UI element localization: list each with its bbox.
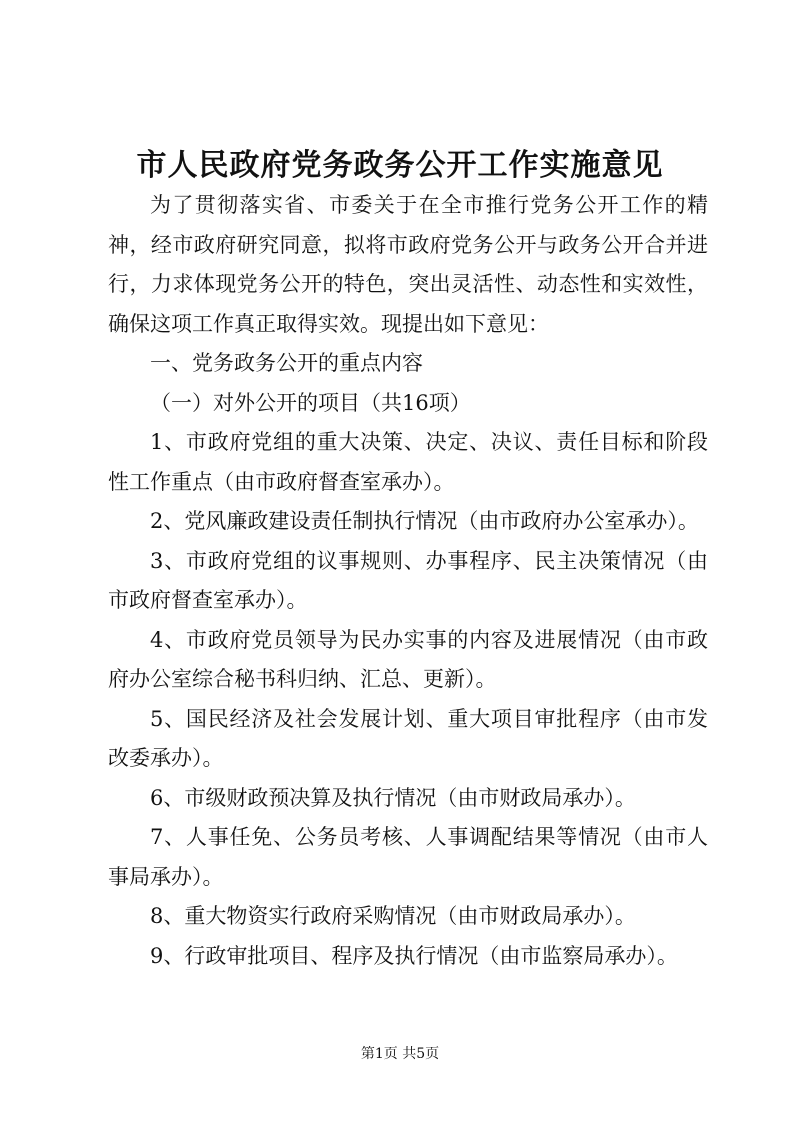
document-body	[108, 186, 708, 976]
list-item: 6、市级财政预决算及执行情况（由市财政局承办）。	[150, 785, 636, 810]
subsection-heading: （一）对外公开的项目（共16项）	[150, 390, 471, 415]
list-item: 2、党风廉政建设责任制执行情况（由市政府办公室承办）。	[150, 509, 699, 533]
list-item: 3、市政府党组的议事规则、办事程序、民主决策情况（由市政府督查室承办）。	[108, 548, 708, 612]
paragraph-intro: 为了贯彻落实省、市委关于在全市推行党务公开工作的精神，经市政府研究同意，拟将市政府党务公开与政务公开合并进行，力求体现党务公开的特色，突出灵活性、动态性和实效性，确保这项工作真正取得实效。现提出如下意见：	[108, 193, 708, 336]
list-item: 4、市政府党员领导为民办实事的内容及进展情况（由市政府办公室综合秘书科归纳、汇总、更新）。	[108, 627, 708, 691]
list-item: 7、人事任免、公务员考核、人事调配结果等情况（由市人事局承办）。	[108, 825, 708, 889]
section-heading: 一、党务政务公开的重点内容	[150, 351, 423, 375]
list-item: 8、重大物资实行政府采购情况（由市财政局承办）。	[150, 904, 636, 928]
list-item: 5、国民经济及社会发展计划、重大项目审批程序（由市发改委承办）。	[108, 706, 708, 770]
page-number-footer: 第1页 共5页	[360, 1046, 440, 1062]
document-title: 市人民政府党务政务公开工作实施意见	[136, 148, 664, 183]
list-item: 1、市政府党组的重大决策、决定、决议、责任目标和阶段性工作重点（由市政府督查室承办）。	[108, 430, 708, 494]
list-item: 9、行政审批项目、程序及执行情况（由市监察局承办）。	[150, 943, 678, 968]
